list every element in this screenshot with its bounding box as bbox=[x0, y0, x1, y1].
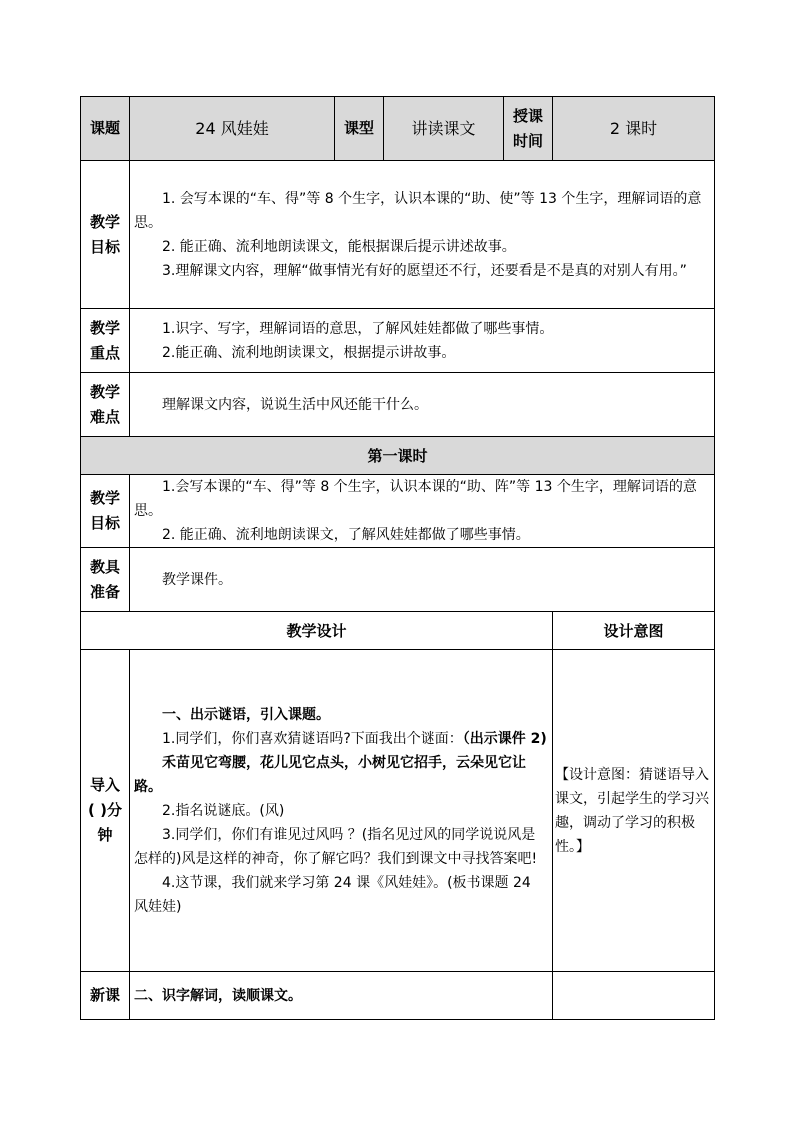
intro-step-2: 2.指名说谜底。(风) bbox=[162, 802, 285, 819]
new-lesson-intent bbox=[553, 972, 715, 1020]
type-value: 讲读课文 bbox=[384, 97, 504, 161]
intro-label: 导入 ( )分 钟 bbox=[81, 650, 130, 972]
intro-intent: 【设计意图：猜谜语导入课文，引起学生的学习兴趣，调动了学习的积极性。】 bbox=[553, 650, 715, 972]
goal-item: 1. 会写本课的“车、得”等 8 个生字，认识本课的“助、使”等 13 个生字，理解词语的意思。 bbox=[134, 190, 702, 231]
lesson1-title: 第一课时 bbox=[81, 437, 715, 475]
subject-value: 24 风娃娃 bbox=[130, 97, 335, 161]
difficulties-row bbox=[81, 373, 715, 437]
difficulties-label: 教学 难点 bbox=[81, 373, 130, 437]
new-lesson-row bbox=[81, 972, 715, 1020]
goals-row bbox=[81, 161, 715, 309]
intro-step-1: 1.同学们，你们喜欢猜谜语吗?下面我出个谜面：（出示课件 2) bbox=[162, 730, 547, 747]
lesson1-goals-row bbox=[81, 475, 715, 548]
time-label-line2: 时间 bbox=[512, 131, 543, 150]
lesson1-title-row bbox=[81, 437, 715, 475]
key-points-label: 教学 重点 bbox=[81, 309, 130, 373]
subject-label: 课题 bbox=[81, 97, 130, 161]
lesson1-goal-item: 1.会写本课的“车、得”等 8 个生字，认识本课的“助、阵”等 13 个生字，理解词语的意思。 bbox=[134, 479, 697, 519]
design-column-header: 教学设计 bbox=[81, 612, 553, 650]
lesson1-goals-label: 教学 目标 bbox=[81, 475, 130, 548]
lesson-plan-table bbox=[80, 96, 715, 1020]
tools-content: 教学课件。 bbox=[130, 548, 715, 612]
key-point-item: 1.识字、写字，理解词语的意思，了解风娃娃都做了哪些事情。 bbox=[162, 320, 554, 337]
design-header-row bbox=[81, 612, 715, 650]
lesson-plan-sheet bbox=[80, 96, 714, 1020]
goal-item: 3.理解课文内容，理解“做事情光有好的愿望还不行，还要看是不是真的对别人有用。” bbox=[162, 262, 687, 279]
intro-heading: 一、出示谜语，引入课题。 bbox=[162, 706, 330, 723]
difficulties-content: 理解课文内容，说说生活中风还能干什么。 bbox=[130, 373, 715, 437]
goals-label: 教学 目标 bbox=[81, 161, 130, 309]
key-point-item: 2.能正确、流利地朗读课文，根据提示讲故事。 bbox=[162, 344, 456, 361]
goal-item: 2. 能正确、流利地朗读课文，能根据课后提示讲述故事。 bbox=[162, 238, 516, 255]
time-label bbox=[504, 97, 553, 161]
intro-step-3: 3.同学们，你们有谁见过风吗 ？(指名见过风的同学说说风是怎样的)风是这样的神奇，你了解它吗？我们到课文中寻找答案吧! bbox=[134, 826, 538, 867]
lesson1-goals-content bbox=[130, 475, 715, 548]
new-lesson-content: 二、识字解词，读顺课文。 bbox=[130, 972, 553, 1020]
time-label-line1: 授课 bbox=[512, 106, 543, 125]
intro-row bbox=[81, 650, 715, 972]
intro-content bbox=[130, 650, 553, 972]
key-points-content bbox=[130, 309, 715, 373]
new-lesson-label: 新课 bbox=[81, 972, 130, 1020]
intent-column-header: 设计意图 bbox=[553, 612, 715, 650]
type-label: 课型 bbox=[335, 97, 384, 161]
intro-riddle: 禾苗见它弯腰，花儿见它点头，小树见它招手，云朵见它让路。 bbox=[134, 754, 526, 795]
header-row bbox=[81, 97, 715, 161]
intro-step-4: 4.这节课，我们就来学习第 24 课《风娃娃》。(板书课题 24 风娃娃) bbox=[134, 874, 531, 915]
key-points-row bbox=[81, 309, 715, 373]
lesson1-goal-item: 2. 能正确、流利地朗读课文，了解风娃娃都做了哪些事情。 bbox=[162, 527, 530, 543]
goals-content bbox=[130, 161, 715, 309]
time-value: 2 课时 bbox=[553, 97, 715, 161]
tools-row bbox=[81, 548, 715, 612]
tools-label: 教具 准备 bbox=[81, 548, 130, 612]
